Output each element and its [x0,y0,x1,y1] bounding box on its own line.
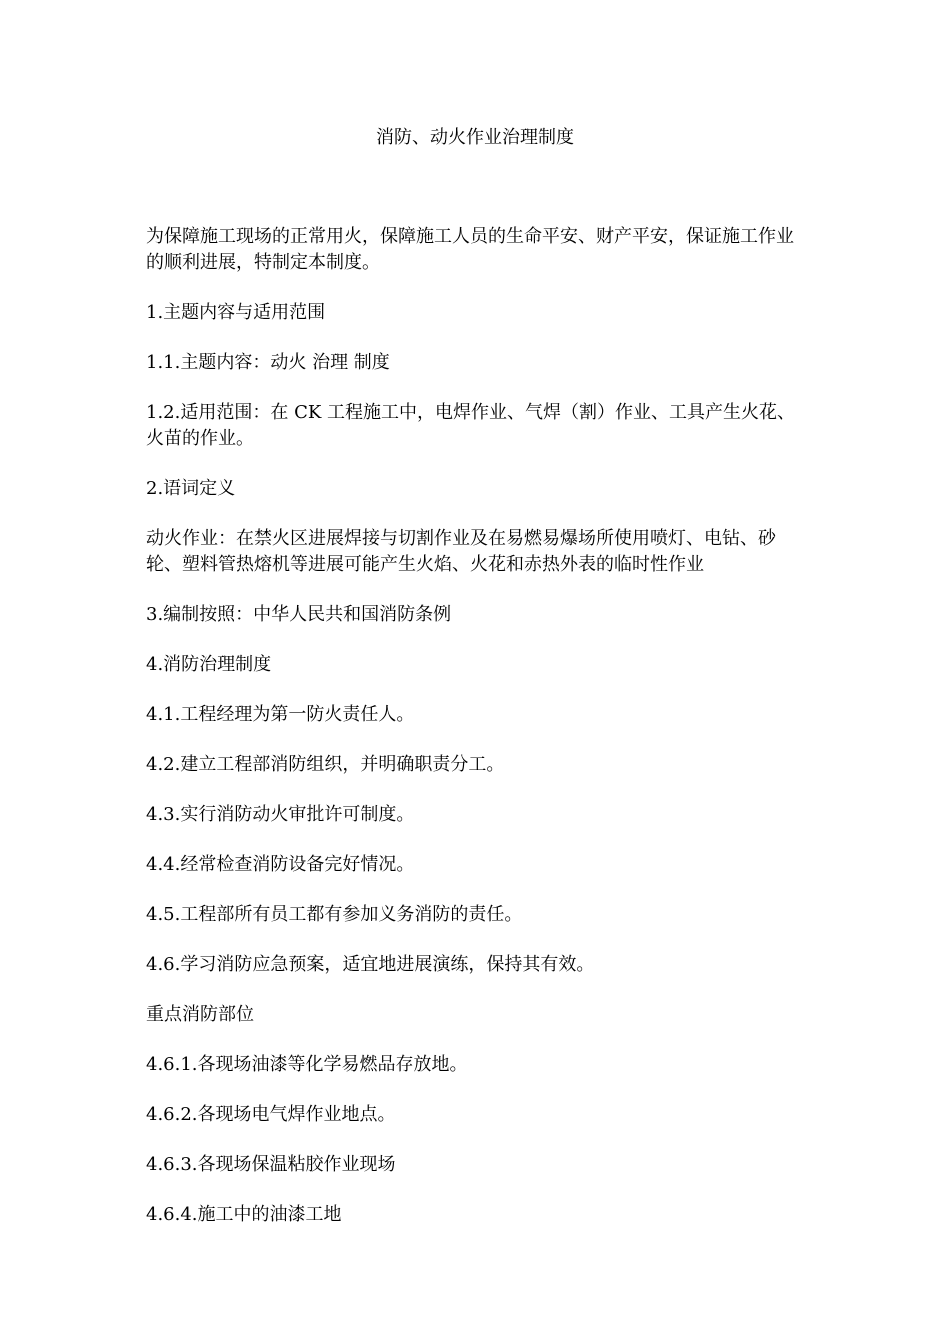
paragraph-1-1: 1.1.主题内容：动火 治理 制度 [146,352,390,373]
paragraph-4-6-1: 4.6.1.各现场油漆等化学易燃品存放地。 [146,1054,468,1075]
paragraph-section-2: 2.语词定义 [146,478,236,499]
paragraph-intro: 为保障施工现场的正常用火，保障施工人员的生命平安、财产平安，保证施工作业的顺利进展，特制定本制度。 [146,226,794,273]
paragraph-4-6: 4.6.学习消防应急预案，适宜地进展演练，保持其有效。 [146,954,595,975]
paragraph-4-6-3: 4.6.3.各现场保温粘胶作业现场 [146,1154,396,1175]
paragraph-section-4: 4.消防治理制度 [146,654,272,675]
paragraph-4-2: 4.2.建立工程部消防组织，并明确职责分工。 [146,754,505,775]
paragraph-section-1: 1.主题内容与适用范围 [146,302,326,323]
paragraph-4-3: 4.3.实行消防动火审批许可制度。 [146,804,415,825]
paragraph-section-3: 3.编制按照：中华人民共和国消防条例 [146,604,452,625]
paragraph-4-5: 4.5.工程部所有员工都有参加义务消防的责任。 [146,904,523,925]
paragraph-key-locations: 重点消防部位 [146,1004,254,1025]
paragraph-4-1: 4.1.工程经理为第一防火责任人。 [146,704,415,725]
paragraph-4-6-2: 4.6.2.各现场电气焊作业地点。 [146,1104,396,1125]
paragraph-definition: 动火作业：在禁火区进展焊接与切割作业及在易燃易爆场所使用喷灯、电钻、砂轮、塑料管热熔机等进展可能产生火焰、火花和赤热外表的临时性作业 [146,528,776,575]
paragraph-4-4: 4.4.经常检查消防设备完好情况。 [146,854,415,875]
document-body [146,224,806,1228]
paragraph-1-2: 1.2.适用范围：在 CK 工程施工中，电焊作业、气焊（割）作业、工具产生火花、火苗的作业。 [146,402,796,449]
document-title: 消防、动火作业治理制度 [376,127,574,148]
paragraph-4-6-4: 4.6.4.施工中的油漆工地 [146,1204,342,1225]
